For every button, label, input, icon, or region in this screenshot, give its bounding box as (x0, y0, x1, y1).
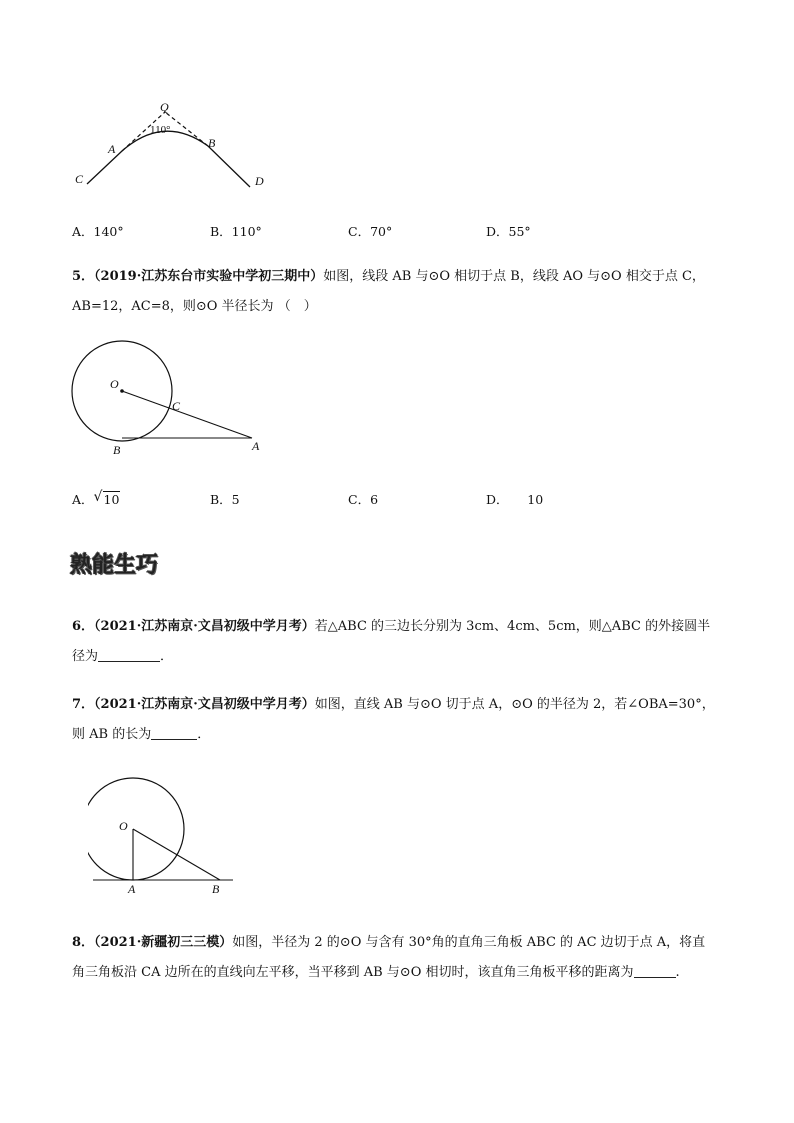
q7-stem-end: ． (197, 727, 211, 742)
q8-stem-end: . (675, 965, 680, 980)
q5-option-a-prefix: A． (72, 492, 94, 507)
q8-line-1 (72, 928, 724, 958)
q4-label-a: A (108, 142, 116, 156)
q5-label-c: C (172, 399, 181, 413)
q4-tangent-qb (165, 112, 208, 146)
q7-segment-ob (133, 829, 220, 880)
q4-option-c[interactable]: C．70° (348, 224, 393, 239)
q7-text (72, 690, 724, 750)
q7-answer-blank[interactable] (151, 725, 197, 740)
q6-stem-end: ． (160, 649, 174, 664)
q8-text (72, 928, 724, 988)
q4-option-b[interactable]: B．110° (210, 224, 262, 239)
q5-label-b: B (113, 443, 121, 457)
q5-line-1 (72, 262, 724, 292)
q7-circle (88, 778, 184, 880)
q8-answer-blank[interactable] (634, 963, 676, 978)
q4-label-c: C (75, 172, 84, 186)
q8-number: 8． (72, 935, 95, 950)
section-title: 熟能生巧 (70, 553, 159, 578)
q7-line-1 (72, 690, 724, 720)
q7-label-b: B (212, 882, 220, 895)
q5-source: （2019·江苏东台市实验中学初三期中） (94, 269, 324, 284)
q5-option-c[interactable]: C．6 (348, 492, 379, 507)
q6-number: 6． (72, 619, 95, 634)
q7-source: （2021·江苏南京·文昌初级中学月考） (94, 697, 315, 712)
q8-stem-2: 角三角板沿 CA 边所在的直线向左平移，当平移到 AB 与⊙O 相切时，该直角三角板平移的距离为 (72, 965, 634, 980)
q6-stem-1: 若△ABC 的三边长分别为 3cm、4cm、5cm，则△ABC 的外接圆半 (314, 619, 711, 634)
q8-source: （2021·新疆初三三模） (94, 935, 233, 950)
q4-figure (70, 96, 280, 196)
q7-label-a: A (128, 882, 136, 895)
q5-option-a[interactable] (72, 490, 120, 508)
q5-option-d[interactable]: D． 10 (486, 492, 544, 507)
q6-text (72, 612, 724, 672)
q5-label-a: A (252, 439, 260, 453)
q4-label-b: B (208, 136, 216, 150)
q7-label-o: O (119, 819, 128, 833)
q8-line-2 (72, 958, 724, 988)
q5-options (72, 490, 632, 510)
q4-label-q: Q (160, 100, 169, 114)
q5-stem-1: 如图，线段 AB 与⊙O 相切于点 B，线段 AO 与⊙O 相交于点 C， (323, 269, 705, 284)
q5-figure (66, 330, 276, 460)
q5-option-b[interactable]: B．5 (210, 492, 240, 507)
q6-stem-2: 径为 (72, 649, 99, 664)
q4-curve (87, 131, 250, 187)
q4-option-a[interactable]: A．140° (72, 224, 124, 239)
q7-line-2 (72, 720, 724, 750)
q4-label-d: D (255, 174, 264, 188)
q4-option-d[interactable]: D．55° (486, 224, 531, 239)
q6-line-2 (72, 642, 724, 672)
q4-label-angle: 110° (150, 124, 171, 136)
q7-figure (88, 765, 248, 895)
q7-stem-2: 则 AB 的长为 (72, 727, 152, 742)
q5-text (72, 262, 724, 322)
q5-option-a-radicand: 10 (103, 492, 120, 507)
q6-source: （2021·江苏南京·文昌初级中学月考） (94, 619, 315, 634)
q5-line-2 (72, 292, 724, 322)
q4-options (72, 222, 632, 242)
q6-line-1 (72, 612, 724, 642)
q5-segment-oa (122, 391, 252, 438)
q5-number: 5． (72, 269, 95, 284)
q7-stem-1: 如图，直线 AB 与⊙O 切于点 A，⊙O 的半径为 2，若∠OBA=30°， (314, 697, 715, 712)
sqrt-sign: √ 10 (93, 489, 120, 507)
q7-number: 7． (72, 697, 95, 712)
q8-stem-1: 如图，半径为 2 的⊙O 与含有 30°角的直角三角板 ABC 的 AC 边切于点 A，将直 (232, 935, 706, 950)
q5-stem-2: AB=12，AC=8，则⊙O 半径长为 （ ） (72, 299, 317, 314)
q5-label-o: O (110, 377, 119, 391)
q6-answer-blank[interactable] (98, 647, 160, 662)
